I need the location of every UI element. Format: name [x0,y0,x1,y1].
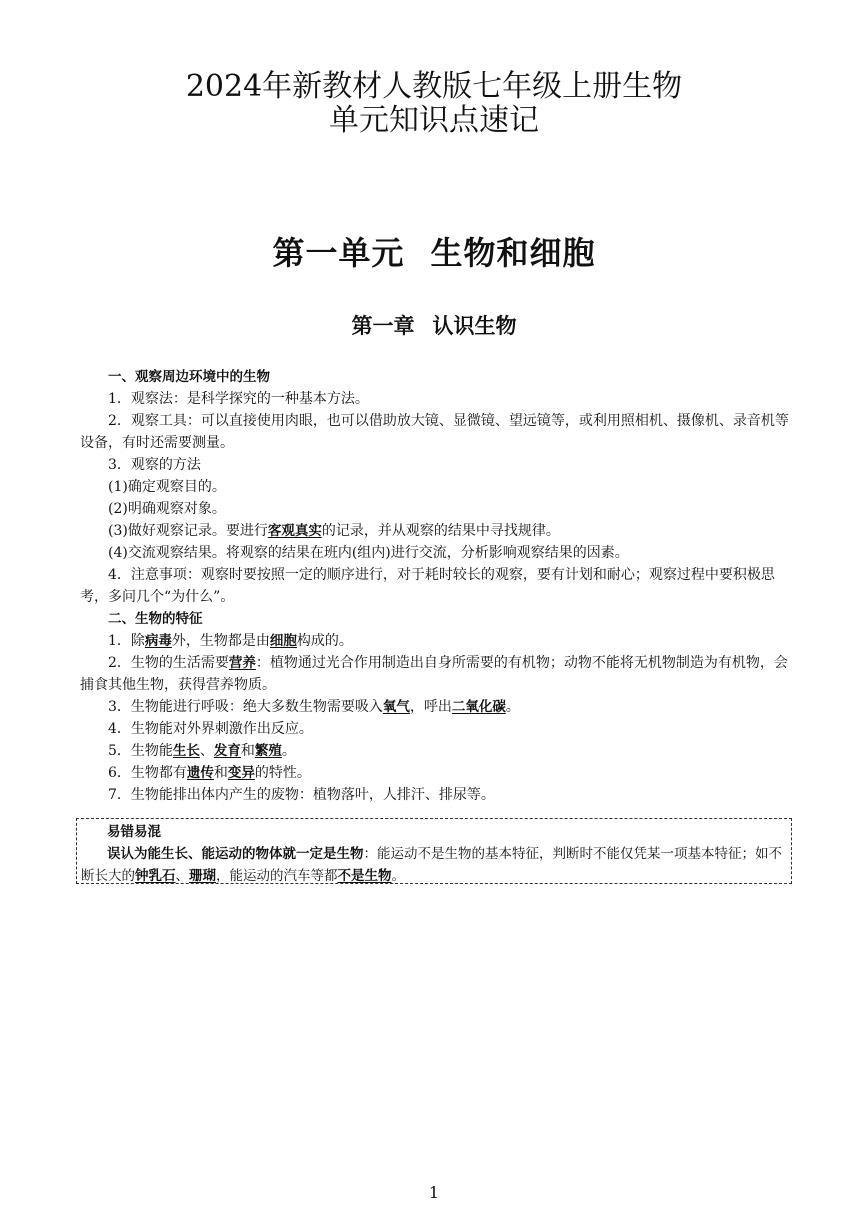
unit-name: 生物和细胞 [430,234,596,272]
page-number: 1 [428,1183,440,1202]
keyword: 遗传 [186,765,214,781]
keyword: 珊瑚 [189,868,216,884]
paragraph: (3)做好观察记录。要进行客观真实的记录，并从观察的结果中寻找规律。 [108,523,560,539]
paragraph: 5．生物能生长、发育和繁殖。 [108,743,296,759]
keyword: 二氧化碳 [451,699,506,715]
paragraph: 3．生物能进行呼吸：绝大多数生物需要吸入氧气，呼出二氧化碳。 [108,699,520,715]
tip-misconception: 误认为能生长、能运动的物体就一定是生物 [107,846,364,862]
keyword: 发育 [213,743,241,759]
paragraph: 1．观察法：是科学探究的一种基本方法。 [108,391,369,407]
keyword: 变异 [227,765,255,781]
document-title-line2: 单元知识点速记 [329,103,539,138]
paragraph: 2．生物的生活需要营养：植物通过光合作用制造出自身所需要的有机物；动物不能将无机物制造为有机物，会捕食其他生物，获得营养物质。 [80,655,788,693]
keyword: 细胞 [269,633,297,649]
tip-text: 误认为能生长、能运动的物体就一定是生物：能运动不是生物的基本特征，判断时不能仅凭某一项基本特征；如不断长大的钟乳石、珊瑚，能运动的汽车等都不是生物。 [81,846,782,884]
content-body [80,366,792,806]
chapter-number: 第一章 [351,313,415,338]
unit-heading [0,228,868,274]
paragraph: 3．观察的方法 [108,457,201,473]
keyword: 繁殖 [254,743,282,759]
section-heading-characteristics: 二、生物的特征 [108,611,203,627]
paragraph: 6．生物都有遗传和变异的特性。 [108,765,311,781]
paragraph: 4．注意事项：观察时要按照一定的顺序进行，对于耗时较长的观察，要有计划和耐心；观察过程中要积极思考，多问几个“为什么”。 [80,567,775,605]
section-heading-observation: 一、观察周边环境中的生物 [108,369,270,385]
paragraph: (4)交流观察结果。将观察的结果在班内(组内)进行交流，分析影响观察结果的因素。 [108,545,629,561]
unit-number: 第一单元 [272,234,405,272]
paragraph: 4．生物能对外界刺激作出反应。 [108,721,313,737]
chapter-heading [0,310,868,340]
paragraph: (1)确定观察目的。 [108,479,226,495]
paragraph: 7．生物能排出体内产生的废物：植物落叶，人排汗、排尿等。 [108,787,495,803]
keyword: 不是生物 [337,868,392,884]
keyword: 氧气 [382,699,410,715]
paragraph: (2)明确观察对象。 [108,501,226,517]
chapter-name: 认识生物 [432,313,517,338]
paragraph: 1．除病毒外，生物都是由细胞构成的。 [108,633,353,649]
keyword: 病毒 [144,633,172,649]
tip-heading: 易错易混 [107,824,161,840]
keyword: 客观真实 [267,523,322,539]
keyword: 钟乳石 [135,868,176,884]
tip-box [76,818,792,884]
keyword: 营养 [228,655,256,671]
document-title-line1: 2024年新教材人教版七年级上册生物 [185,69,683,104]
keyword: 生长 [172,743,200,759]
paragraph: 2．观察工具：可以直接使用肉眼，也可以借助放大镜、显微镜、望远镜等，或利用照相机、摄像机、录音机等设备，有时还需要测量。 [80,413,789,451]
